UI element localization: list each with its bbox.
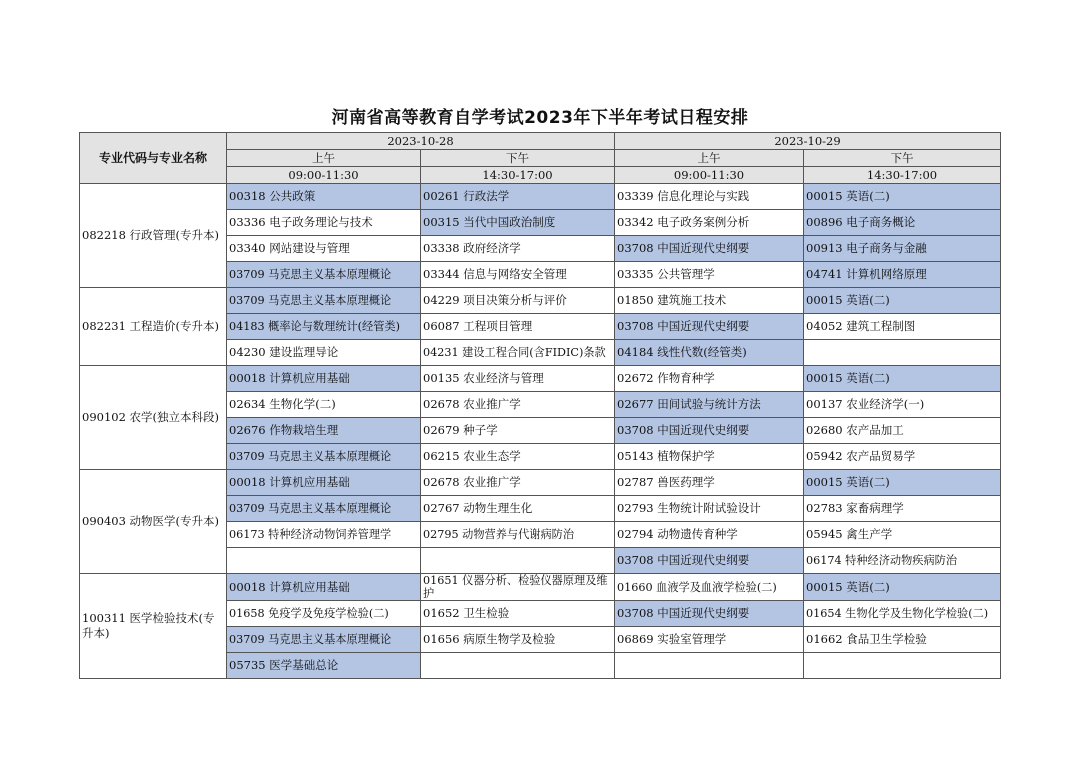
course-cell: 00015 英语(二) bbox=[804, 574, 1001, 601]
course-cell: 06215 农业生态学 bbox=[421, 444, 615, 470]
major-name: 082231 工程造价(专升本) bbox=[80, 288, 227, 366]
course-cell: 02787 兽医药理学 bbox=[615, 470, 804, 496]
course-cell: 02678 农业推广学 bbox=[421, 392, 615, 418]
course-cell: 03342 电子政务案例分析 bbox=[615, 210, 804, 236]
course-cell: 00015 英语(二) bbox=[804, 470, 1001, 496]
course-cell: 00015 英语(二) bbox=[804, 288, 1001, 314]
course-cell: 04183 概率论与数理统计(经管类) bbox=[227, 314, 421, 340]
session-header: 下午 bbox=[804, 150, 1001, 167]
course-cell: 05143 植物保护学 bbox=[615, 444, 804, 470]
course-cell: 01658 免疫学及免疫学检验(二) bbox=[227, 601, 421, 627]
course-cell: 03339 信息化理论与实践 bbox=[615, 184, 804, 210]
course-cell: 03344 信息与网络安全管理 bbox=[421, 262, 615, 288]
empty-cell bbox=[421, 653, 615, 679]
course-cell: 06174 特种经济动物疾病防治 bbox=[804, 548, 1001, 574]
course-cell: 00015 英语(二) bbox=[804, 184, 1001, 210]
empty-cell bbox=[615, 653, 804, 679]
table-header bbox=[80, 133, 1001, 184]
course-cell: 01652 卫生检验 bbox=[421, 601, 615, 627]
course-cell: 03709 马克思主义基本原理概论 bbox=[227, 496, 421, 522]
course-cell: 01850 建筑施工技术 bbox=[615, 288, 804, 314]
course-cell: 03340 网站建设与管理 bbox=[227, 236, 421, 262]
table-row bbox=[80, 470, 1001, 496]
table-body bbox=[80, 184, 1001, 679]
session-header: 上午 bbox=[615, 150, 804, 167]
course-cell: 00913 电子商务与金融 bbox=[804, 236, 1001, 262]
course-cell: 01654 生物化学及生物化学检验(二) bbox=[804, 601, 1001, 627]
course-cell: 02767 动物生理生化 bbox=[421, 496, 615, 522]
empty-cell bbox=[421, 548, 615, 574]
course-cell: 01660 血液学及血液学检验(二) bbox=[615, 574, 804, 601]
time-header: 09:00-11:30 bbox=[227, 167, 421, 184]
course-cell: 03709 马克思主义基本原理概论 bbox=[227, 288, 421, 314]
course-cell: 03708 中国近现代史纲要 bbox=[615, 314, 804, 340]
empty-cell bbox=[804, 340, 1001, 366]
course-cell: 02795 动物营养与代谢病防治 bbox=[421, 522, 615, 548]
course-cell: 02679 种子学 bbox=[421, 418, 615, 444]
empty-cell bbox=[804, 653, 1001, 679]
course-cell: 00015 英语(二) bbox=[804, 366, 1001, 392]
major-name: 082218 行政管理(专升本) bbox=[80, 184, 227, 288]
course-cell: 03708 中国近现代史纲要 bbox=[615, 418, 804, 444]
course-cell: 02676 作物栽培生理 bbox=[227, 418, 421, 444]
page-title: 河南省高等教育自学考试2023年下半年考试日程安排 bbox=[331, 108, 749, 128]
course-cell: 06087 工程项目管理 bbox=[421, 314, 615, 340]
course-cell: 01656 病原生物学及检验 bbox=[421, 627, 615, 653]
course-cell: 04052 建筑工程制图 bbox=[804, 314, 1001, 340]
session-header: 上午 bbox=[227, 150, 421, 167]
course-cell: 02794 动物遗传育种学 bbox=[615, 522, 804, 548]
major-column-header: 专业代码与专业名称 bbox=[80, 133, 227, 184]
course-cell: 02634 生物化学(二) bbox=[227, 392, 421, 418]
course-cell: 00318 公共政策 bbox=[227, 184, 421, 210]
course-cell: 05735 医学基础总论 bbox=[227, 653, 421, 679]
course-cell: 04184 线性代数(经管类) bbox=[615, 340, 804, 366]
course-cell: 01662 食品卫生学检验 bbox=[804, 627, 1001, 653]
time-header: 14:30-17:00 bbox=[804, 167, 1001, 184]
course-cell: 03338 政府经济学 bbox=[421, 236, 615, 262]
major-name: 100311 医学检验技术(专升本) bbox=[80, 574, 227, 679]
course-cell: 01651 仪器分析、检验仪器原理及维护 bbox=[421, 574, 615, 601]
course-cell: 00261 行政法学 bbox=[421, 184, 615, 210]
course-cell: 03709 马克思主义基本原理概论 bbox=[227, 444, 421, 470]
course-cell: 06173 特种经济动物饲养管理学 bbox=[227, 522, 421, 548]
course-cell: 03708 中国近现代史纲要 bbox=[615, 548, 804, 574]
table-row bbox=[80, 366, 1001, 392]
major-name: 090403 动物医学(专升本) bbox=[80, 470, 227, 574]
course-cell: 00896 电子商务概论 bbox=[804, 210, 1001, 236]
time-header: 14:30-17:00 bbox=[421, 167, 615, 184]
schedule-table bbox=[79, 132, 1001, 679]
course-cell: 02783 家畜病理学 bbox=[804, 496, 1001, 522]
table-row bbox=[80, 574, 1001, 601]
course-cell: 00018 计算机应用基础 bbox=[227, 470, 421, 496]
course-cell: 02680 农产品加工 bbox=[804, 418, 1001, 444]
course-cell: 00018 计算机应用基础 bbox=[227, 366, 421, 392]
course-cell: 04231 建设工程合同(含FIDIC)条款 bbox=[421, 340, 615, 366]
course-cell: 03709 马克思主义基本原理概论 bbox=[227, 262, 421, 288]
course-cell: 05942 农产品贸易学 bbox=[804, 444, 1001, 470]
course-cell: 03335 公共管理学 bbox=[615, 262, 804, 288]
empty-cell bbox=[227, 548, 421, 574]
date-header: 2023-10-28 bbox=[227, 133, 615, 150]
course-cell: 00135 农业经济与管理 bbox=[421, 366, 615, 392]
course-cell: 00137 农业经济学(一) bbox=[804, 392, 1001, 418]
course-cell: 04230 建设监理导论 bbox=[227, 340, 421, 366]
session-header: 下午 bbox=[421, 150, 615, 167]
course-cell: 02672 作物育种学 bbox=[615, 366, 804, 392]
table-row bbox=[80, 184, 1001, 210]
course-cell: 00018 计算机应用基础 bbox=[227, 574, 421, 601]
course-cell: 02793 生物统计附试验设计 bbox=[615, 496, 804, 522]
course-cell: 02677 田间试验与统计方法 bbox=[615, 392, 804, 418]
course-cell: 04229 项目决策分析与评价 bbox=[421, 288, 615, 314]
course-cell: 03709 马克思主义基本原理概论 bbox=[227, 627, 421, 653]
course-cell: 03336 电子政务理论与技术 bbox=[227, 210, 421, 236]
course-cell: 04741 计算机网络原理 bbox=[804, 262, 1001, 288]
course-cell: 06869 实验室管理学 bbox=[615, 627, 804, 653]
major-name: 090102 农学(独立本科段) bbox=[80, 366, 227, 470]
course-cell: 02678 农业推广学 bbox=[421, 470, 615, 496]
course-cell: 05945 禽生产学 bbox=[804, 522, 1001, 548]
time-header: 09:00-11:30 bbox=[615, 167, 804, 184]
course-cell: 03708 中国近现代史纲要 bbox=[615, 601, 804, 627]
course-cell: 00315 当代中国政治制度 bbox=[421, 210, 615, 236]
date-header: 2023-10-29 bbox=[615, 133, 1001, 150]
course-cell: 03708 中国近现代史纲要 bbox=[615, 236, 804, 262]
table-row bbox=[80, 288, 1001, 314]
